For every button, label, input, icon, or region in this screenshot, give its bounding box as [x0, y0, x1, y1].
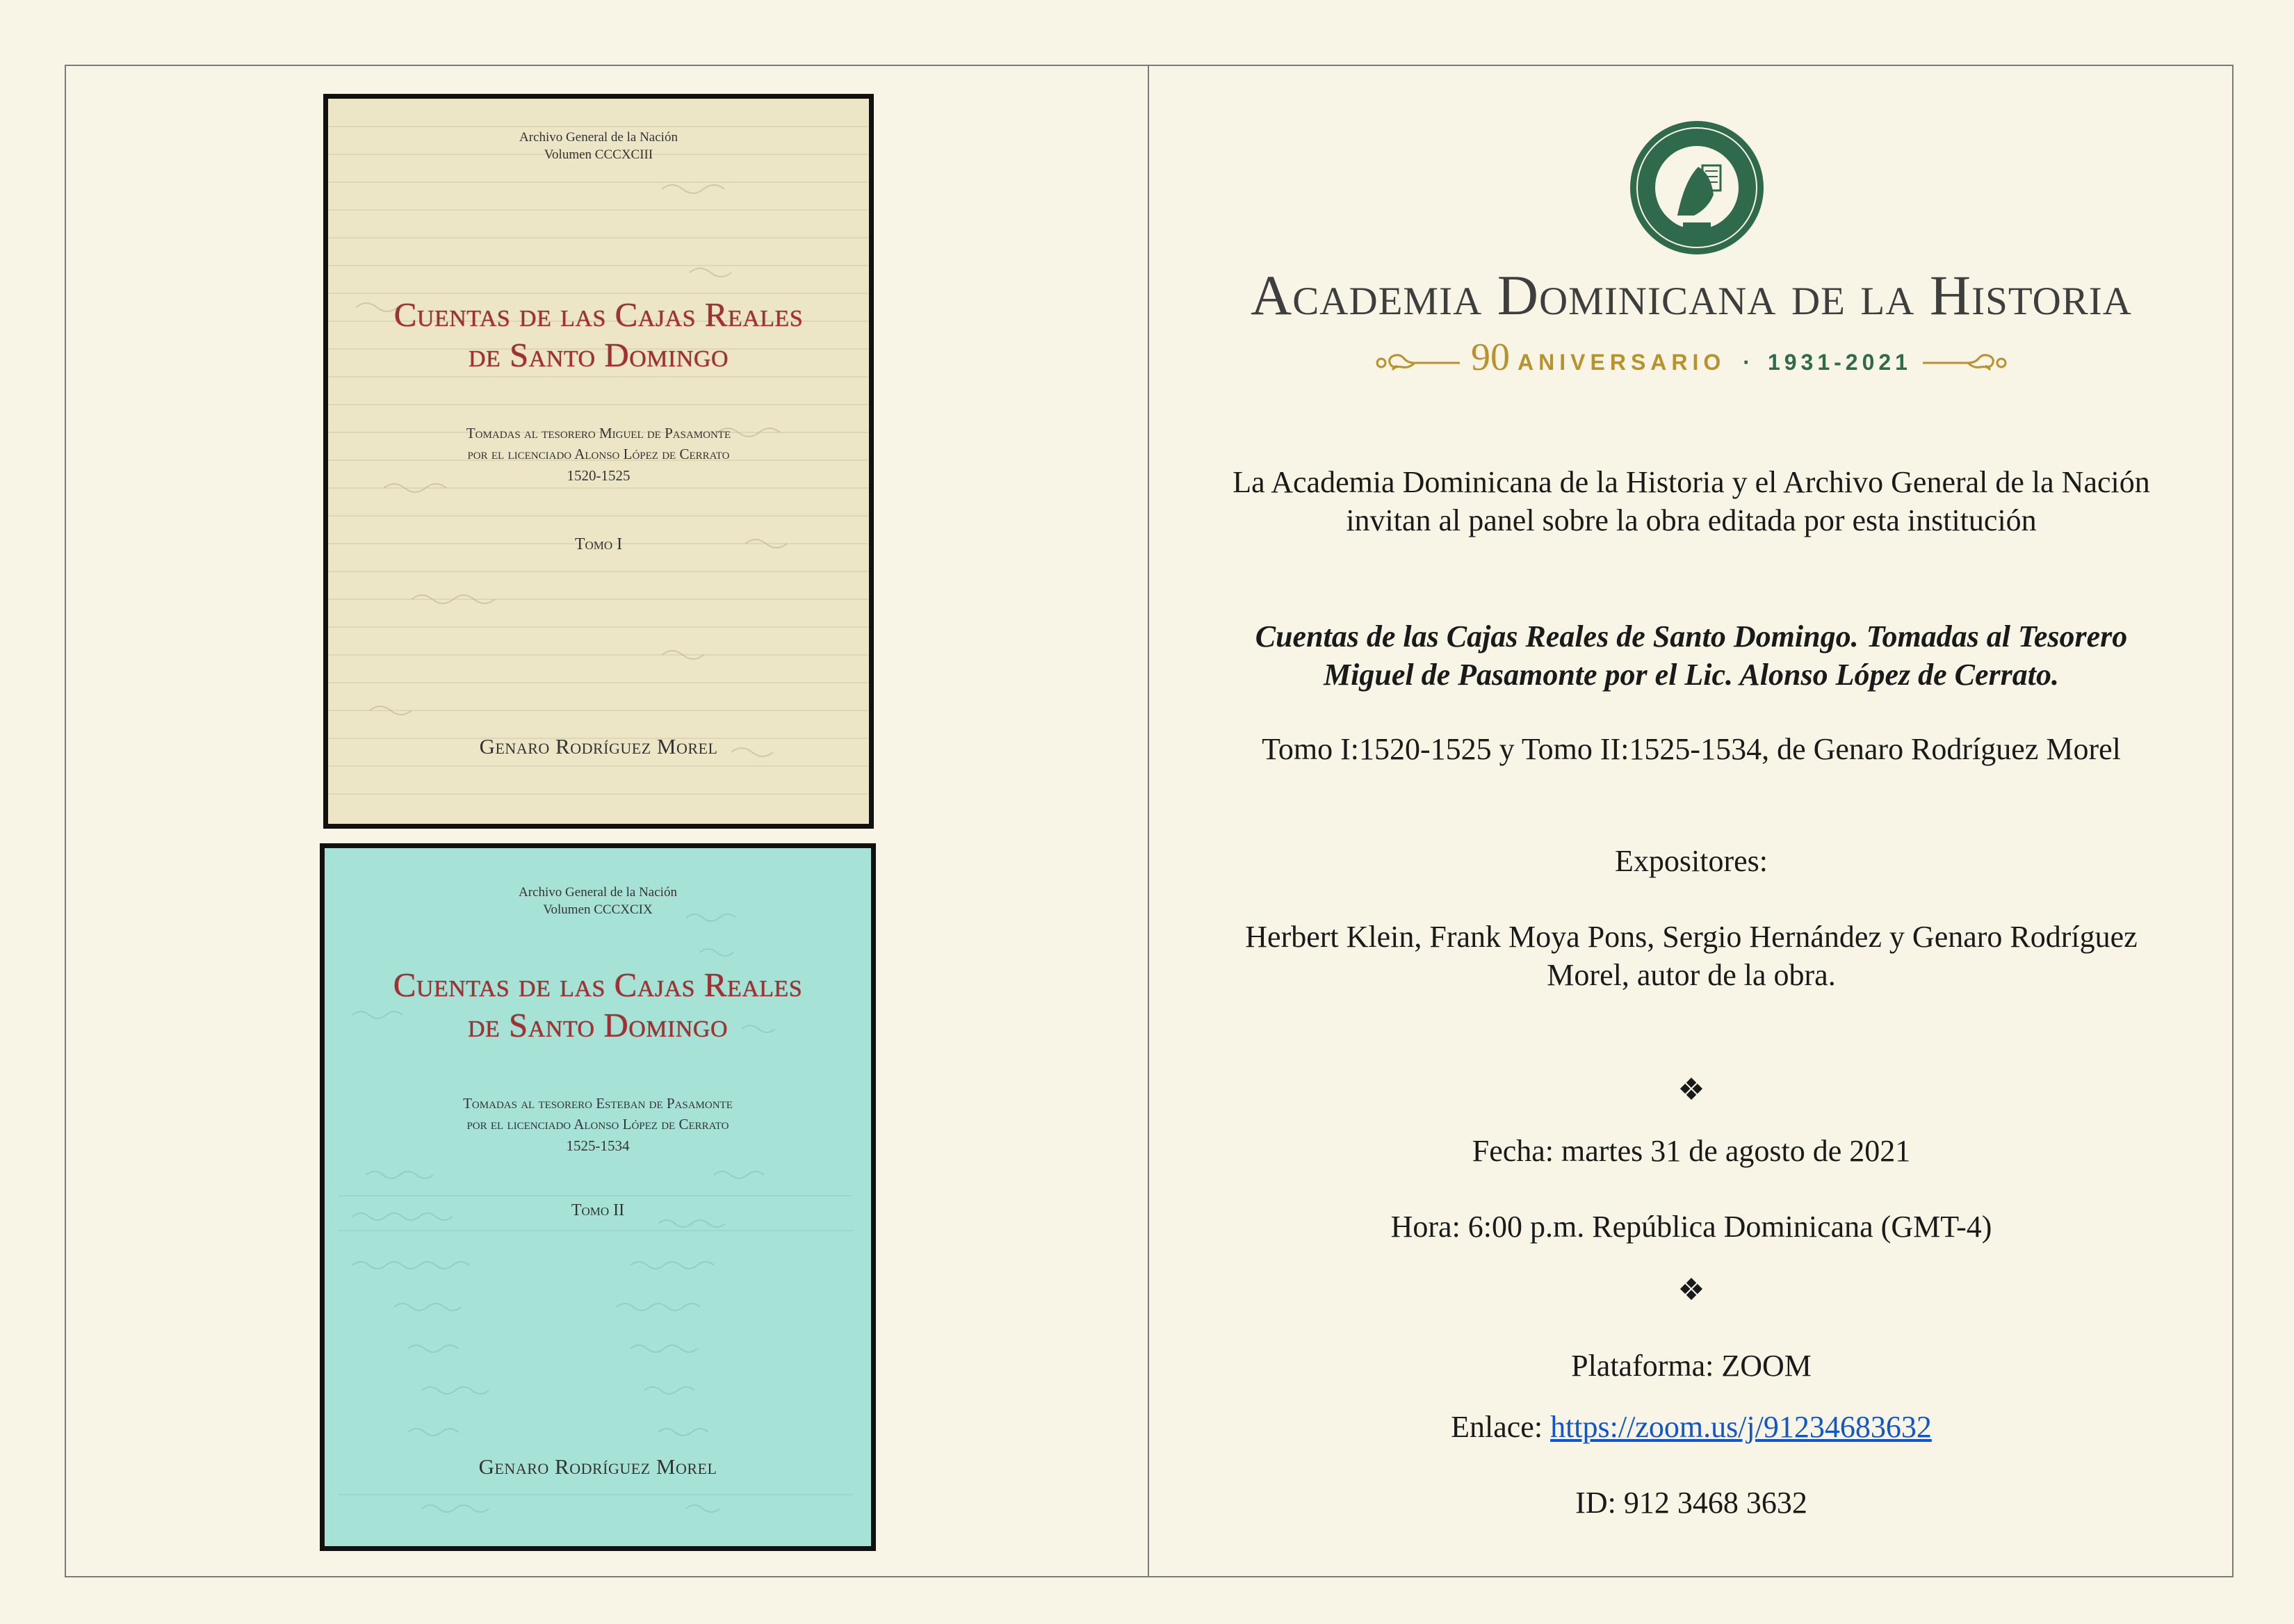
book1-tomo: Tomo I [574, 535, 623, 553]
work-title-line-1: Cuentas de las Cajas Reales de Santo Domingo. Tomadas al Tesorero [1255, 619, 2128, 653]
anniversary-number: 90 [1471, 336, 1511, 379]
plataforma-line: Plataforma: ZOOM [1571, 1349, 1812, 1383]
work-title-line-2: Miguel de Pasamonte por el Lic. Alonso López de Cerrato. [1324, 658, 2059, 692]
expositores-line-1: Herbert Klein, Frank Moya Pons, Sergio Hernández y Genaro Rodríguez [1245, 920, 2138, 954]
left-flourish-icon [1373, 349, 1463, 377]
tomos-line: Tomo I:1520-1525 y Tomo II:1525-1534, de Genaro Rodríguez Morel [1262, 732, 2121, 766]
meeting-id-line: ID: 912 3468 3632 [1575, 1486, 1807, 1520]
book2-author: Genaro Rodríguez Morel [478, 1454, 717, 1479]
book1-series: Archivo General de la Nación Volumen CCCXCIII [519, 130, 678, 162]
book2-tomo: Tomo II [571, 1201, 625, 1219]
zoom-link[interactable]: https://zoom.us/j/91234683632 [1550, 1410, 1932, 1444]
book2-title: Cuentas de las Cajas Reales de Santo Domingo [393, 966, 803, 1044]
book1-subtitle: Tomadas al tesorero Miguel de Pasamonte por el licenciado Alonso López de Cerrato 1520-1525 [466, 425, 731, 484]
book-cover-tomo-1 [323, 94, 874, 829]
right-flourish-icon [1919, 349, 2010, 377]
anniversary-word: ANIVERSARIO [1518, 350, 1726, 375]
academy-seal-icon [1627, 118, 1766, 257]
expositores-line-2: Morel, autor de la obra. [1547, 958, 1836, 992]
separator-icon: ❖ [1677, 1273, 1705, 1307]
book2-series: Archivo General de la Nación Volumen CCCXCIX [519, 885, 677, 917]
enlace-label: Enlace: [1451, 1410, 1551, 1444]
book-cover-tomo-2 [320, 843, 876, 1551]
expositores-label: Expositores: [1615, 844, 1768, 878]
book1-author: Genaro Rodríguez Morel [479, 734, 718, 758]
invitation-frame [65, 65, 2234, 1577]
enlace-line [1149, 1408, 2234, 1446]
invitation-text-panel [1149, 66, 2234, 1576]
manuscript-texture [325, 848, 871, 1546]
anniversary-banner [1149, 335, 2234, 398]
book2-subtitle: Tomadas al tesorero Esteban de Pasamonte por el licenciado Alonso López de Cerrato 1525-1534 [463, 1095, 733, 1154]
academy-name: Academia Dominicana de la Historia [1251, 263, 2132, 327]
invite-line-1: La Academia Dominicana de la Historia y el Archivo General de la Nación [1233, 465, 2150, 499]
fecha-line: Fecha: martes 31 de agosto de 2021 [1472, 1134, 1911, 1168]
hora-line: Hora: 6:00 p.m. República Dominicana (GMT-4) [1390, 1210, 1992, 1244]
separator-icon: ❖ [1677, 1073, 1705, 1107]
invite-line-2: invitan al panel sobre la obra editada por esta institución [1346, 503, 2037, 537]
book1-title: Cuentas de las Cajas Reales de Santo Domingo [393, 295, 804, 374]
anniversary-dot: · [1743, 350, 1750, 375]
anniversary-years: 1931-2021 [1767, 350, 1912, 375]
